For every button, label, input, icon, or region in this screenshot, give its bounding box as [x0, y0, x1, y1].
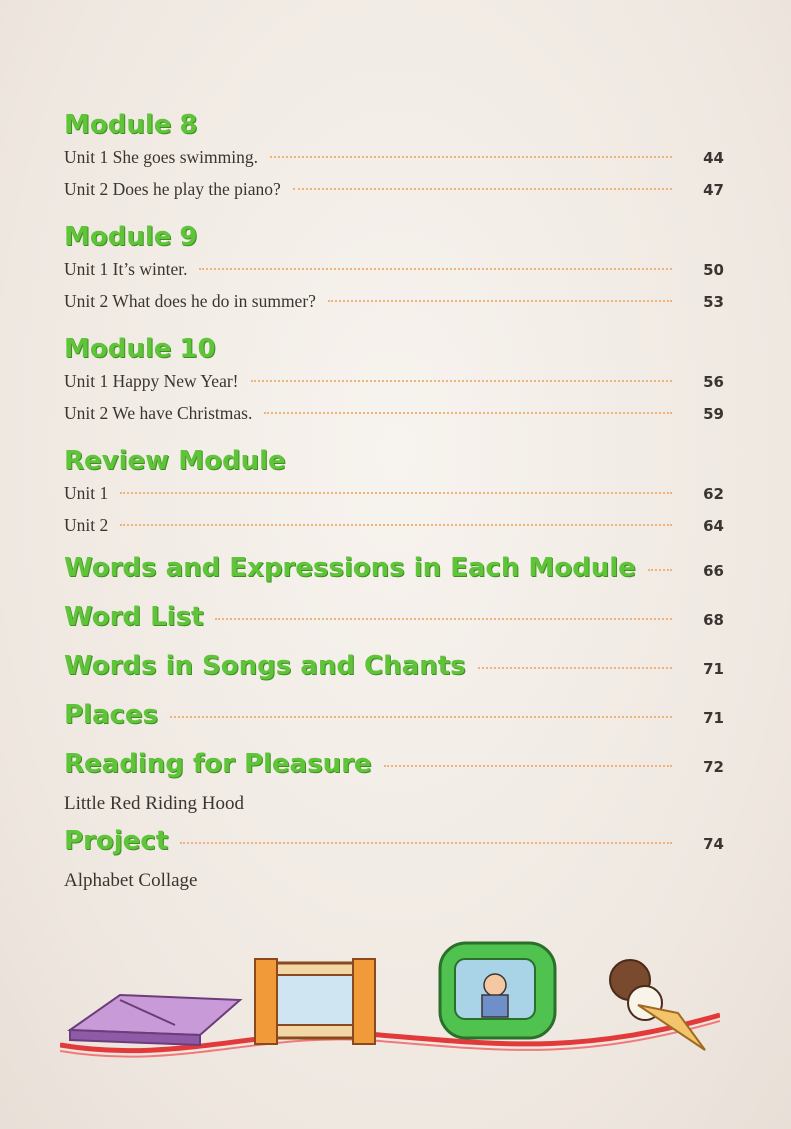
dot-leader: [648, 569, 672, 571]
toc-row[interactable]: [64, 478, 724, 510]
dot-leader: [293, 188, 672, 190]
toc-section-row[interactable]: [64, 744, 724, 787]
toc-row[interactable]: [64, 254, 724, 286]
book-icon: [70, 995, 240, 1045]
page-number: 74: [703, 835, 724, 853]
dot-leader: [120, 492, 672, 494]
module-number: 9: [179, 222, 198, 252]
page-number: 56: [703, 373, 724, 391]
dot-leader: [180, 842, 672, 844]
dot-leader: [264, 412, 672, 414]
toc-row[interactable]: [64, 398, 724, 430]
page-number: 71: [703, 660, 724, 678]
table-of-contents: [64, 108, 724, 898]
toc-row[interactable]: [64, 366, 724, 398]
page-number: 72: [703, 758, 724, 776]
page-number: 68: [703, 611, 724, 629]
dot-leader: [478, 667, 672, 669]
module-9-heading[interactable]: [64, 220, 724, 254]
dot-leader: [215, 618, 672, 620]
page-number: 66: [703, 562, 724, 580]
module-title: Module: [64, 334, 172, 364]
module-10-heading[interactable]: [64, 332, 724, 366]
dot-leader: [251, 380, 673, 382]
toc-entry-label: Unit 2 We have Christmas.: [64, 403, 253, 423]
page-number: 44: [703, 149, 724, 167]
dot-leader: [384, 765, 672, 767]
window-icon: [255, 959, 375, 1044]
page-number: 64: [703, 517, 724, 535]
dot-leader: [199, 268, 672, 270]
toc-entry-label: Unit 2: [64, 515, 109, 535]
page-number: 71: [703, 709, 724, 727]
tv-icon: [440, 943, 555, 1038]
section-subtitle: Alphabet Collage: [64, 870, 198, 891]
section-title: Places: [64, 700, 159, 730]
toc-row[interactable]: [64, 142, 724, 174]
toc-section-row[interactable]: [64, 821, 724, 864]
section-title: Project: [64, 826, 169, 856]
toc-entry-label: Unit 1: [64, 483, 109, 503]
section-title: Words in Songs and Chants: [64, 651, 466, 681]
page-number: 50: [703, 261, 724, 279]
section-title: Reading for Pleasure: [64, 749, 372, 779]
toc-section-row[interactable]: [64, 597, 724, 640]
dot-leader: [270, 156, 672, 158]
toc-entry-label: Unit 2 What does he do in summer?: [64, 291, 316, 311]
module-number: 10: [179, 334, 216, 364]
dot-leader: [120, 524, 672, 526]
module-title: Module: [64, 110, 172, 140]
toc-entry-label: Unit 2 Does he play the piano?: [64, 179, 281, 199]
review-module-heading[interactable]: [64, 444, 724, 478]
section-title: Words and Expressions in Each Module: [64, 553, 636, 583]
decorative-illustration: [60, 935, 720, 1065]
toc-row[interactable]: [64, 174, 724, 206]
section-title: Word List: [64, 602, 204, 632]
dot-leader: [170, 716, 672, 718]
module-title: Module: [64, 222, 172, 252]
module-number: 8: [179, 110, 198, 140]
toc-entry-label: Unit 1 She goes swimming.: [64, 147, 258, 167]
toc-row[interactable]: [64, 510, 724, 542]
page-number: 59: [703, 405, 724, 423]
module-8-heading[interactable]: [64, 108, 724, 142]
section-subtitle: Little Red Riding Hood: [64, 793, 244, 814]
dot-leader: [328, 300, 672, 302]
page-number: 53: [703, 293, 724, 311]
toc-entry-label: Unit 1 Happy New Year!: [64, 371, 239, 391]
toc-row[interactable]: [64, 286, 724, 318]
module-title: Review Module: [64, 446, 286, 476]
toc-section-row[interactable]: [64, 695, 724, 738]
toc-section-row[interactable]: [64, 646, 724, 689]
toc-section-row[interactable]: [64, 548, 724, 591]
page-number: 47: [703, 181, 724, 199]
page-number: 62: [703, 485, 724, 503]
toc-entry-label: Unit 1 It’s winter.: [64, 259, 188, 279]
